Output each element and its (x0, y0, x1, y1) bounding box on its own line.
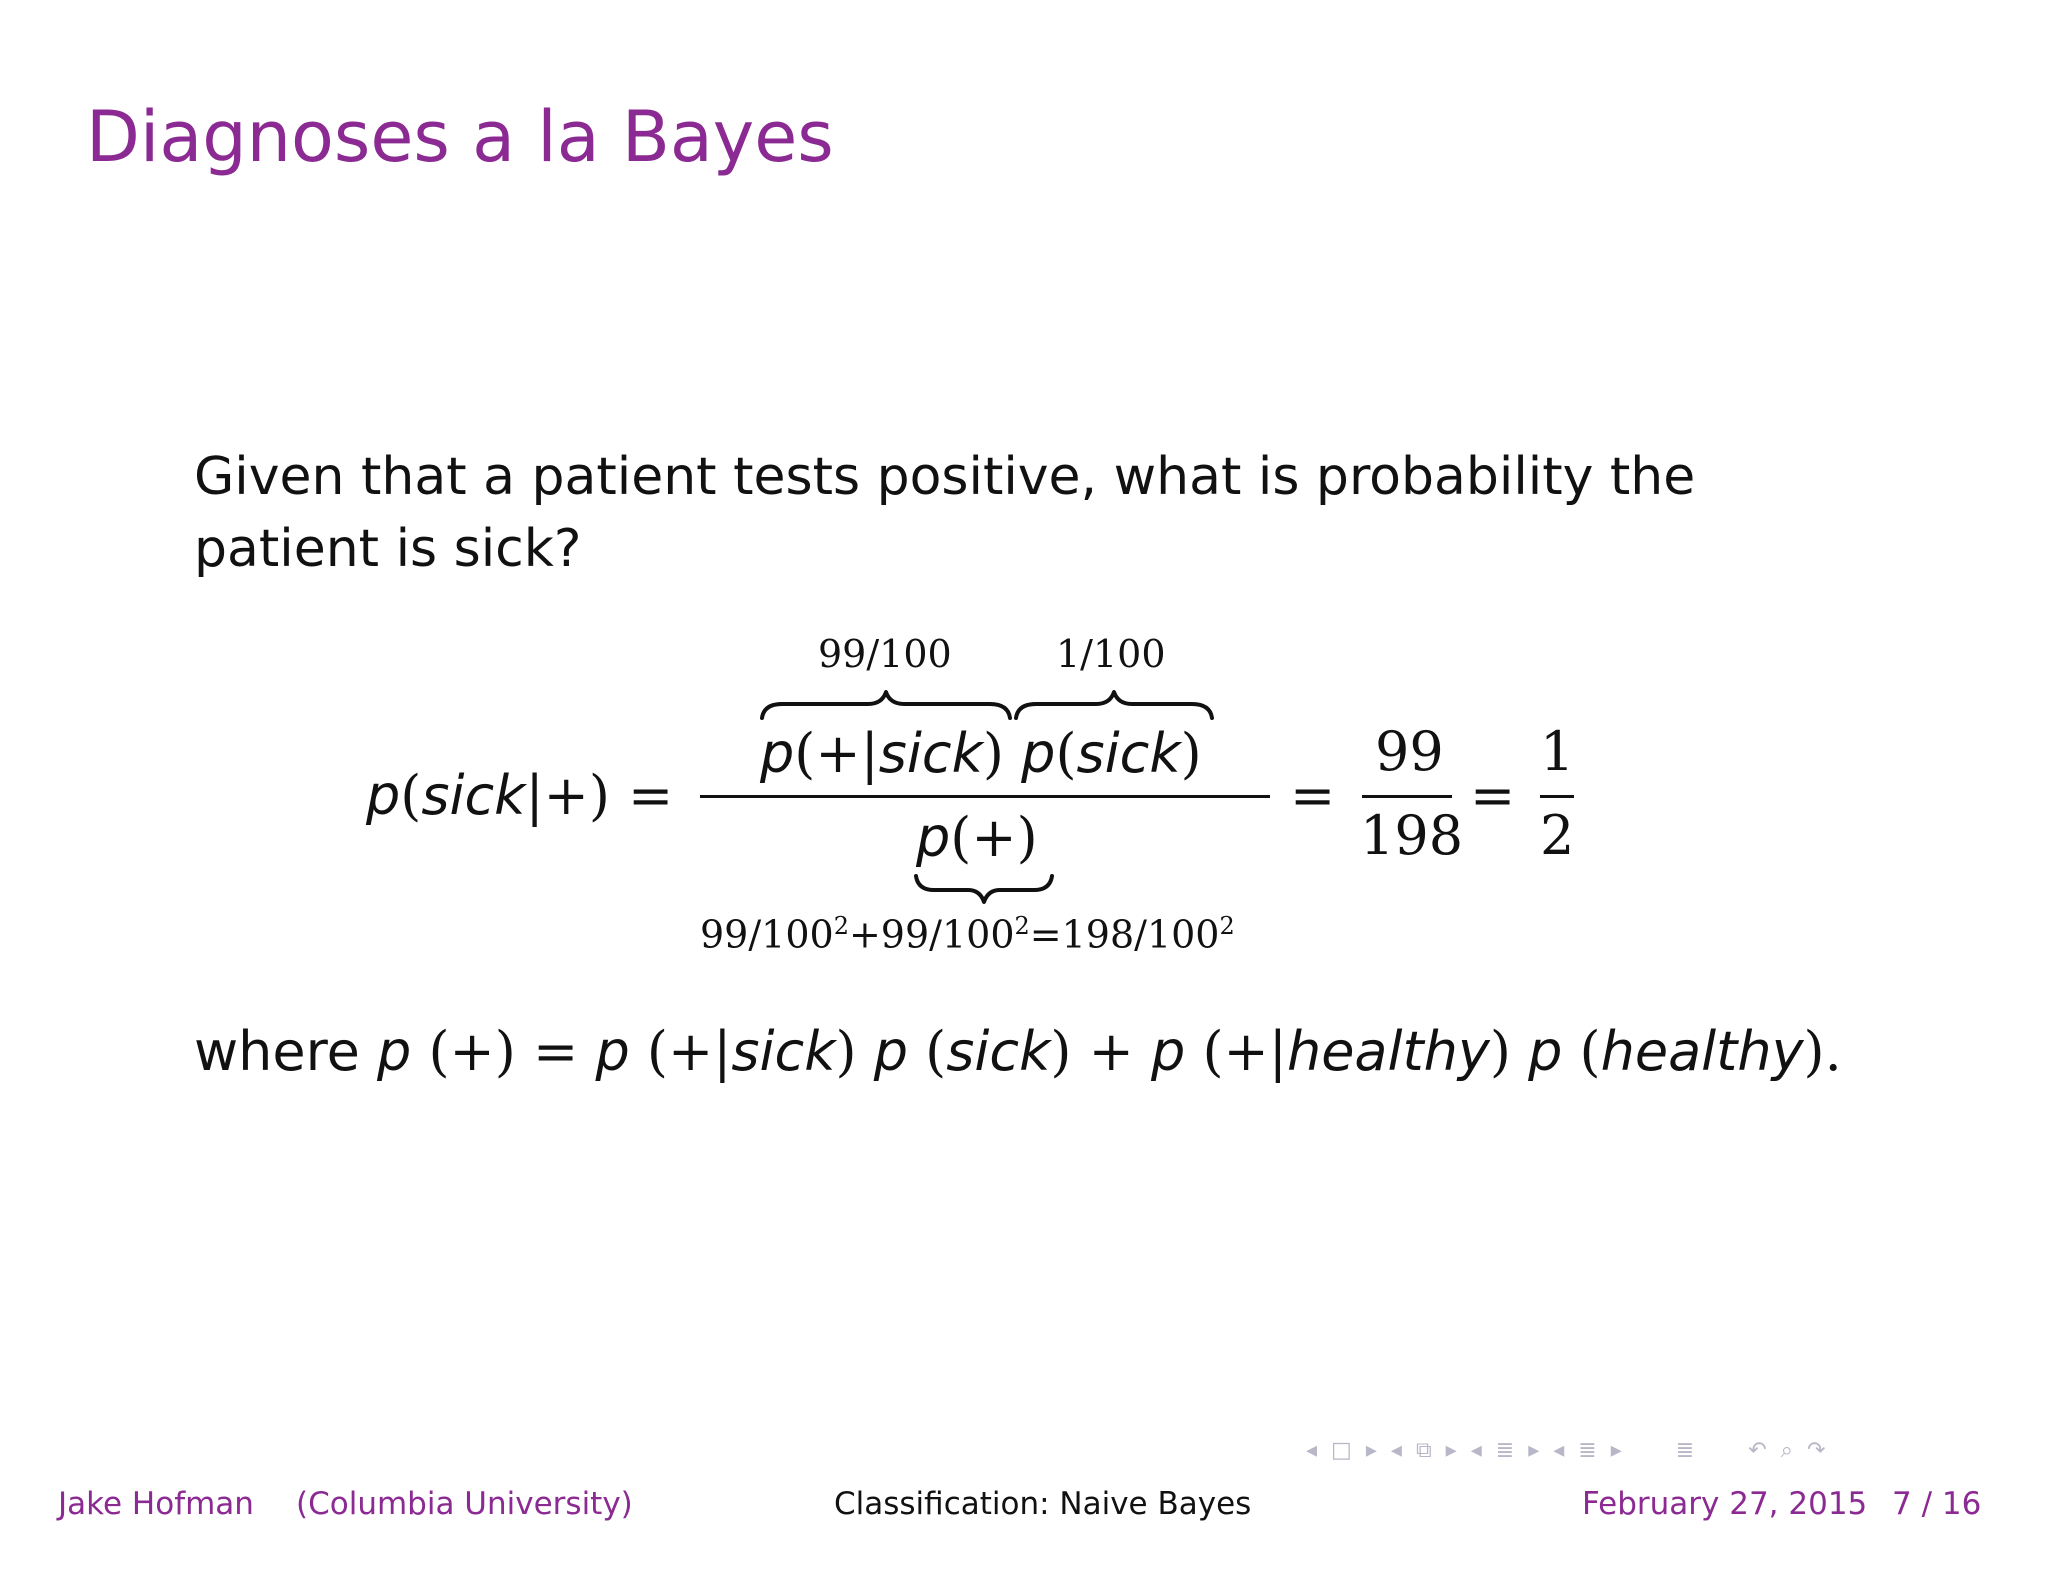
frac2-denominator: 198 (1360, 804, 1464, 867)
footer-author: Jake Hofman (58, 1486, 254, 1522)
where-expr-part: sick (946, 1020, 1051, 1083)
footer-course: Classification: Naive Bayes (834, 1486, 1252, 1522)
frac2-bar (1362, 795, 1452, 798)
equals-sign-1: = (628, 764, 674, 827)
num-close1: ) (982, 722, 1004, 785)
num-p1: p (760, 722, 795, 785)
over-brace-label-1: 99/100 (818, 632, 952, 676)
fraction-numerator (760, 722, 1202, 785)
where-expr-part: sick (731, 1020, 836, 1083)
arrow-left-icon[interactable]: ◂ (1553, 1438, 1565, 1463)
arrow-right-icon[interactable]: ▸ (1528, 1438, 1540, 1463)
lhs-bar-plus: |+ (525, 764, 589, 827)
toc-icon[interactable]: ≣ (1578, 1438, 1597, 1463)
section-icon[interactable]: ≣ (1495, 1438, 1515, 1463)
where-expr-part: ( (1562, 1020, 1601, 1083)
slide-title: Diagnoses a la Bayes (86, 96, 834, 178)
fraction-denominator (916, 806, 1038, 869)
num-open1: (+| (794, 722, 879, 785)
arrow-right-icon[interactable]: ▸ (1445, 1438, 1457, 1463)
subsection-icon[interactable]: ⧉ (1415, 1438, 1432, 1463)
lhs-sick: sick (421, 764, 526, 827)
num-sick2: sick (1076, 722, 1181, 785)
num-sick1: sick (878, 722, 983, 785)
toc-icon[interactable]: ≣ (1675, 1438, 1695, 1463)
frame-icon[interactable]: □ (1331, 1438, 1352, 1463)
equals-sign-2: = (1290, 764, 1336, 827)
where-expr-part: p (1151, 1020, 1186, 1083)
where-word: where (194, 1020, 360, 1083)
where-expr-part: ( (908, 1020, 947, 1083)
where-expr-part: p (377, 1020, 412, 1083)
num-open2: ( (1055, 722, 1077, 785)
question-text: Given that a patient tests positive, what is probability the patient is sick? (194, 447, 1696, 579)
den-args: (+) (950, 806, 1038, 869)
arrow-left-icon[interactable]: ◂ (1470, 1438, 1482, 1463)
fraction-bar (700, 795, 1270, 798)
where-expr-part: (+| (1185, 1020, 1287, 1083)
where-expr-part: p (873, 1020, 909, 1083)
lhs-open: ( (400, 764, 422, 827)
over-brace-label-2: 1/100 (1056, 632, 1166, 676)
where-expr-part: ). (1803, 1020, 1842, 1083)
arrow-right-icon[interactable]: ▸ (1610, 1438, 1622, 1463)
search-icon[interactable]: ⌕ (1780, 1438, 1793, 1463)
frac3-bar (1540, 795, 1574, 798)
where-expr-part: p (595, 1020, 630, 1083)
den-p: p (916, 806, 951, 869)
under-brace-label: $99/100^2+99/100^2=198/100^2$ (700, 912, 1235, 957)
where-expression (377, 1020, 1842, 1083)
lhs-p: p (366, 764, 401, 827)
lhs-close: ) (588, 764, 610, 827)
arrow-right-icon[interactable]: ▸ (1365, 1438, 1377, 1463)
footer-affiliation: (Columbia University) (296, 1486, 633, 1522)
arrow-left-icon[interactable]: ◂ (1306, 1438, 1318, 1463)
equals-sign-3: = (1470, 764, 1516, 827)
frac3-denominator: 2 (1540, 804, 1575, 867)
where-expr-part: healthy (1286, 1020, 1490, 1083)
where-expr-part: ) + (1050, 1020, 1152, 1083)
num-p2: p (1021, 722, 1056, 785)
arrow-left-icon[interactable]: ◂ (1390, 1438, 1402, 1463)
where-expr-part: ) (1489, 1020, 1529, 1083)
frac2-numerator: 99 (1375, 720, 1444, 783)
num-close2: ) (1180, 722, 1202, 785)
where-line (194, 1020, 1842, 1083)
frac3-numerator: 1 (1540, 720, 1575, 783)
undo-icon[interactable]: ↶ (1748, 1438, 1767, 1463)
footer-page: 7 / 16 (1892, 1486, 1982, 1522)
where-expr-part: ) (835, 1020, 874, 1083)
where-expr-part: p (1528, 1020, 1563, 1083)
where-expr-part: healthy (1600, 1020, 1804, 1083)
redo-icon[interactable]: ↷ (1806, 1438, 1826, 1463)
where-expr-part: (+| (629, 1020, 732, 1083)
footer-date: February 27, 2015 (1582, 1486, 1868, 1522)
where-expr-part: (+) = (411, 1020, 596, 1083)
beamer-nav (1306, 1438, 1839, 1463)
